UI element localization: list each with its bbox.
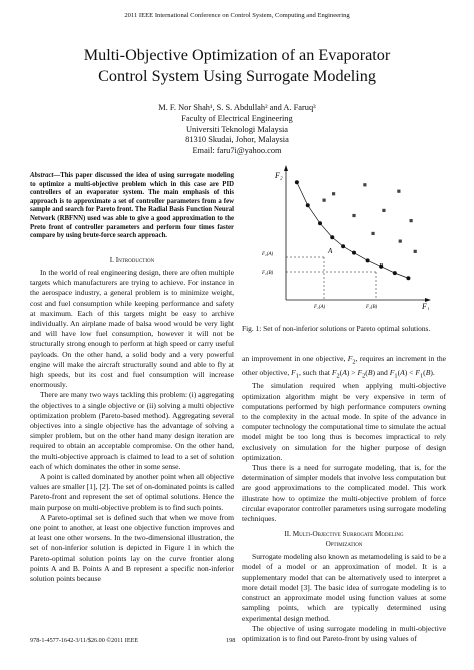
author-names: M. F. Nor Shah¹, S. S. Abdullah² and A. Faruq³ [158, 103, 316, 112]
paragraph: A Pareto-optimal set is defined such that when we move from one point to another, at least one objective function improves and at least one other worsens. In the two-dimensional illustration, the set of non-inferior solution is depicted in Figure 1 in which the Pareto-optimal solution points lay on the curve frontier along points A and B. Points A and B represent a specific non-inferior solution points because [30, 512, 234, 584]
abstract [30, 172, 234, 241]
y-axis-label: F₂ [275, 171, 283, 180]
figure-caption: Fig. 1: Set of non-inferior solutions or Pareto optimal solutions. [242, 324, 431, 333]
x-axis-label: F₁ [422, 302, 430, 310]
y-axis-arrow [284, 165, 288, 171]
pareto-point [318, 221, 322, 225]
email-line: Email: faru7i@yahoo.com [192, 146, 282, 156]
abstract-text: —This paper discussed the idea of using surrogate modeling to optimize a multi-objective problem which in this case are PID controllers of an evaporator system. The main emphasis of this approach is to approximate a set of controller parameters from a few sample and search for Pareto front. The Radial Basis Function Neural Network (RBFNN) used was able to give a good approximation to the Preto front of controller parameters and perform four times faster compare by using brute-force search approach. [30, 172, 234, 240]
x-tick-a: F₁(A) [314, 305, 326, 310]
paragraph: The objective of using surrogate modeling in multi-objective optimization is to find out Pareto-front by using values of [242, 623, 446, 643]
dominated-point [322, 199, 325, 202]
point-a-label: A [328, 247, 333, 255]
pareto-point [406, 276, 410, 280]
pareto-point [393, 271, 397, 275]
affiliation-line: Universiti Teknologi Malaysia [185, 124, 289, 134]
y-tick-b: F₂(B) [262, 271, 274, 276]
pareto-figure [262, 162, 434, 310]
paragraph: Thus there is a need for surrogate modeling, that is, for the determination of simpler models that involve less computation but are good approximations to the complicated model. This work illustrate how to optimize the multi-objective problem of force circular evaporator controller parameters using surrogate modeling techniques. [242, 463, 446, 524]
dominated-point [352, 214, 355, 217]
section-heading-surrogate: II. Multi-Objective Surrogate Modeling Optimization [284, 530, 404, 549]
affiliation-line: 81310 Skudai, Johor, Malaysia [185, 135, 289, 145]
paragraph: In the world of real engineering design, there are often multiple targets which manufacturers are trying to achieve. For instance in the aerospace industry, a general problem is to minimize weight, cost and fuel consumption while keeping performance and safety at maximum. Each of this targets might be easy to archive individually. An airplane made of balsa wood would be very light and will have low fuel consumption, however it will not be structurally strong enough to perform at high speed or carry useful payloads. On the other hand, a solid body and a very powerful engine will make the aircraft structurally sound and able to fly at high speeds, but its cost and fuel consumption will increase enormously. [30, 268, 234, 390]
paragraph: The simulation required when applying multi-objective optimization algorithm might be very expensive in term of computations performed by high performance computers owning to the complexity in the actual mode. In spite of the advance in computer technology the computational time to simulate the actual model might be too long thus is becomes impractical to rely exclusively on simulation for the higher purpose of design optimization. [242, 381, 446, 462]
paragraph: There are many two ways tackling this problem: (i) aggregating the objectives to a single objective or (ii) solving a multi objective optimization problem (Pareto-based method). Aggregating several objectives into a single objective has the advantage of solving a simpler problem, but on the other hand many design iteration are required to obtain an acceptable compromise. On the other hand, the multi-objective approach is claimed to lead to a set of solution each of which dominates the other in some sense. [30, 390, 234, 471]
pareto-point [366, 258, 370, 262]
point-b-label: B [379, 262, 384, 270]
footer-page-number: 198 [226, 637, 236, 644]
affiliation-line: Faculty of Electrical Engineering [181, 113, 293, 123]
paragraph-continued: an improvement in one objective, $F_2$, requires an increment in the other objective, $F_1$, such that $F_2(A) > F_2(B)$ and $F_1(A) < F_1(B)$. [242, 354, 447, 380]
footer-isbn: 978-1-4577-1642-3/11/$26.00 ©2011 IEEE [30, 637, 139, 644]
paragraph: A point is called dominated by another point when all objective values are smaller [1], [2]. The set of on-dominated points is called Pareto-front and represent the set of optimal solutions. Hence the main purpose on multi-objective problem is to find such points. [30, 472, 234, 512]
dominated-point [397, 190, 400, 193]
conference-header: 2011 IEEE International Conference on Control System, Computing and Engineering [124, 12, 350, 19]
dominated-point [332, 192, 335, 195]
x-tick-b: F₁(B) [366, 305, 378, 310]
paragraph: Surrogate modeling also known as metamodeling is said to be a model of a model or an approximation of model. It is a supplementary model that can be alternatively used to interpret a more detail model [3]. The basic idea of surrogate modeling is to construct an approximate model using function values at some sampling points, which are typically determined using experimental design method. [242, 552, 446, 623]
pareto-point [330, 235, 334, 239]
dominated-point [410, 219, 413, 222]
author-block [30, 103, 444, 157]
left-column-body [30, 250, 234, 584]
abstract-lead: Abstract [30, 172, 54, 179]
dominated-point [363, 183, 366, 186]
section-heading-introduction: I. Introduction [109, 256, 155, 264]
pareto-point [352, 251, 356, 255]
dominated-point [371, 232, 374, 235]
dominated-point [414, 250, 417, 253]
pareto-front-line [297, 182, 409, 278]
pareto-point [295, 180, 299, 184]
pareto-points [295, 180, 411, 280]
pareto-point [341, 244, 345, 248]
right-column-body [242, 354, 446, 644]
dominated-point [399, 240, 402, 243]
pareto-plot [262, 162, 434, 310]
paper-title [20, 45, 454, 87]
y-tick-a: F₂(A) [262, 252, 274, 257]
dominated-points [322, 183, 416, 253]
title-line-2: Control System Using Surrogate Modeling [98, 67, 376, 85]
dominated-point [382, 209, 385, 212]
pareto-point [306, 203, 310, 207]
pareto-curve [297, 182, 409, 278]
title-line-1: Multi-Objective Optimization of an Evaporator [83, 46, 391, 64]
